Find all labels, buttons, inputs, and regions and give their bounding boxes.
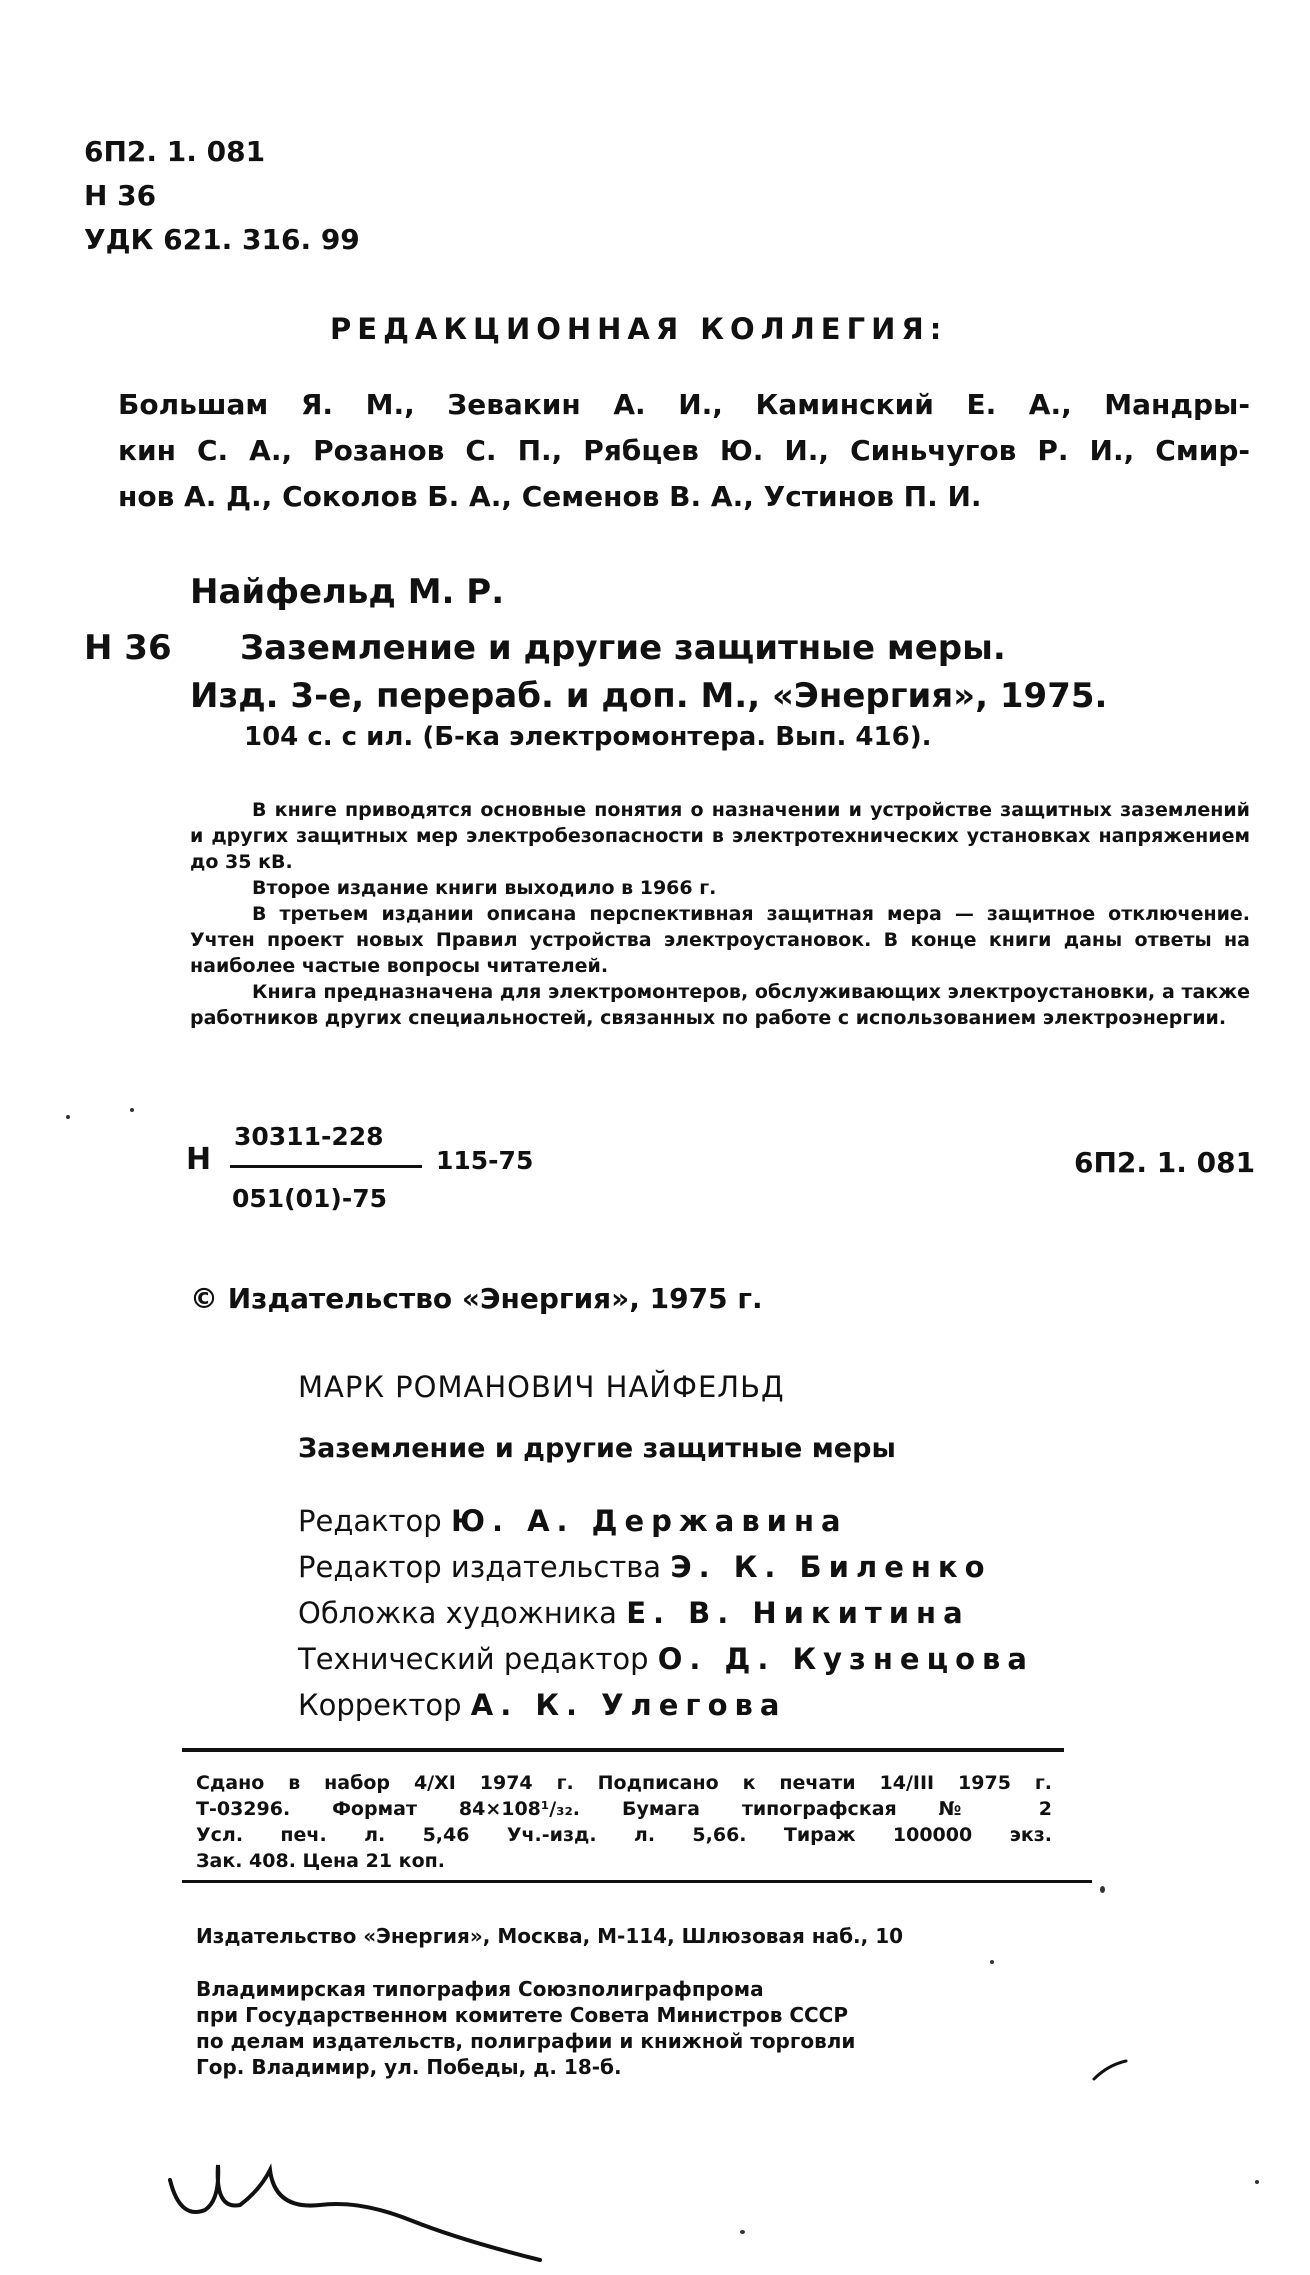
staff-row (298, 1682, 1034, 1728)
staff-role: Редактор (298, 1504, 442, 1538)
author-heading: Найфельд М. Р. (190, 572, 505, 612)
index-numerator: 30311-228 (234, 1122, 384, 1151)
staff-row (298, 1590, 1034, 1636)
publisher-address: Издательство «Энергия», Москва, М-114, Шлюзовая наб., 10 (196, 1924, 904, 1948)
udk-code: УДК 621. 316. 99 (84, 223, 360, 256)
editorial-board-title: РЕДАКЦИОННАЯ КОЛЛЕГИЯ: (330, 312, 948, 346)
scan-speck (1100, 1886, 1105, 1893)
class-code-right: 6П2. 1. 081 (1074, 1146, 1256, 1179)
book-title-entry: Заземление и другие защитные меры. (240, 628, 1006, 668)
staff-name: Е. В. Никитина (626, 1596, 970, 1630)
classification-code: 6П2. 1. 081 (84, 135, 266, 168)
pen-stroke-mark (1090, 2055, 1130, 2085)
spec-row: Усл. печ. л. 5,46 Уч.-изд. л. 5,66. Тираж 100000 экз. (196, 1824, 1052, 1846)
board-line: нов А. Д., Соколов Б. А., Семенов В. А., Устинов П. И. (118, 480, 982, 513)
spec-row: Сдано в набор 4/XI 1974 г. Подписано к печати 14/III 1975 г. (196, 1772, 1052, 1794)
classification-codes (84, 130, 360, 262)
scan-speck (1255, 2180, 1259, 2184)
scan-speck (66, 1115, 70, 1119)
printer-line: при Государственном комитете Совета Министров СССР (196, 2003, 849, 2027)
staff-name: А. К. Улегова (470, 1688, 787, 1722)
colophon-book-title: Заземление и другие защитные меры (298, 1433, 896, 1464)
spec-row: Т-03296. Формат 84×108¹/₃₂. Бумага типографская № 2 (196, 1798, 1052, 1820)
staff-name: Э. К. Биленко (670, 1550, 992, 1584)
spec-row: Зак. 408. Цена 21 коп. (196, 1850, 445, 1872)
divider-bottom (182, 1880, 1092, 1883)
printer-line: по делам издательств, полиграфии и книжной торговли (196, 2029, 856, 2053)
print-specs (196, 1770, 1052, 1874)
scan-speck (740, 2230, 745, 2234)
board-line: кин С. А., Розанов С. П., Рябцев Ю. И., Синьчугов Р. И., Смир- (118, 434, 1250, 467)
staff-row (298, 1498, 1034, 1544)
author-sign: Н 36 (84, 179, 157, 212)
staff-role: Обложка художника (298, 1596, 617, 1630)
copyright-notice: © Издательство «Энергия», 1975 г. (190, 1282, 763, 1315)
abstract-paragraph: Книга предназначена для электромонтеров, обслуживающих электроустановки, а также работников других специальностей, связанных по работе с использованием электроэнергии. (190, 981, 1250, 1029)
author-full-name: МАРК РОМАНОВИЧ НАЙФЕЛЬД (298, 1370, 785, 1404)
handwritten-signature (160, 2150, 580, 2270)
staff-list (298, 1498, 1034, 1728)
printer-info (196, 1976, 855, 2080)
index-denominator: 051(01)-75 (232, 1184, 387, 1213)
scan-speck (990, 1960, 994, 1964)
printer-line: Гор. Владимир, ул. Победы, д. 18-б. (196, 2055, 622, 2079)
scan-speck (130, 1108, 134, 1112)
divider-top (182, 1748, 1064, 1752)
staff-role: Технический редактор (298, 1642, 649, 1676)
index-suffix: 115-75 (436, 1146, 534, 1175)
board-line: Большам Я. М., Зевакин А. И., Каминский Е. А., Мандры- (118, 388, 1250, 421)
staff-row (298, 1636, 1034, 1682)
abstract-paragraph: Второе издание книги выходило в 1966 г. (252, 877, 717, 899)
staff-name: О. Д. Кузнецова (657, 1642, 1034, 1676)
author-code: Н 36 (84, 628, 172, 668)
abstract (190, 797, 1250, 1031)
staff-row (298, 1544, 1034, 1590)
index-letter: Н (186, 1142, 212, 1177)
printer-line: Владимирская типография Союзполиграфпрома (196, 1977, 764, 2001)
pages-info: 104 с. с ил. (Б-ка электромонтера. Вып. 416). (244, 722, 932, 752)
abstract-paragraph: В книге приводятся основные понятия о назначении и устройстве защитных заземлений и других защитных мер электробезопасности в электротехнических установках напряжением до 35 кВ. (190, 799, 1250, 873)
index-fraction-rule (230, 1165, 422, 1168)
editorial-board-members (118, 382, 1250, 520)
staff-name: Ю. А. Державина (450, 1504, 848, 1538)
staff-role: Корректор (298, 1688, 462, 1722)
staff-role: Редактор издательства (298, 1550, 662, 1584)
edition-info: Изд. 3-е, перераб. и доп. М., «Энергия», 1975. (190, 676, 1108, 716)
abstract-paragraph: В третьем издании описана перспективная защитная мера — защитное отключение. Учтен проект новых Правил устройства электроустановок. В конце книги даны ответы на наиболее частые вопросы читателей. (190, 903, 1250, 977)
